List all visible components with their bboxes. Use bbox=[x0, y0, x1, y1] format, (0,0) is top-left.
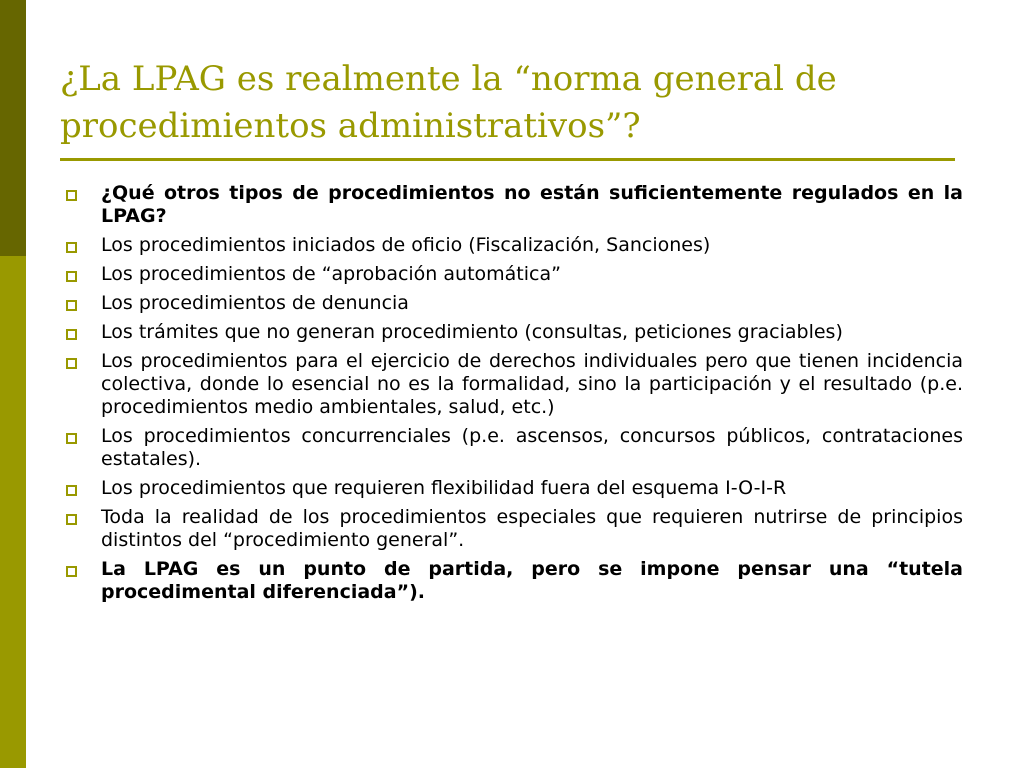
bullet-item bbox=[66, 506, 963, 552]
sidebar-accent-bar bbox=[0, 0, 26, 768]
square-bullet-icon bbox=[66, 329, 77, 340]
square-bullet-icon bbox=[66, 242, 77, 253]
sidebar-segment-dark bbox=[0, 0, 26, 256]
bullet-item bbox=[66, 350, 963, 419]
sidebar-segment-light bbox=[0, 512, 26, 768]
bullet-item bbox=[66, 234, 963, 257]
bullet-item bbox=[66, 292, 963, 315]
title-divider bbox=[60, 158, 955, 161]
square-bullet-icon bbox=[66, 190, 77, 201]
bullet-item bbox=[66, 425, 963, 471]
slide-title: ¿La LPAG es realmente la “norma general de procedimientos administrativos”? bbox=[60, 59, 837, 146]
bullet-text: Los procedimientos para el ejercicio de derechos individuales pero que tienen incidencia colectiva, donde lo esencial no es la formalidad, sino la participación y el resultado (p.e. procedimientos medio ambientales, salud, etc.) bbox=[101, 350, 963, 418]
square-bullet-icon bbox=[66, 433, 77, 444]
square-bullet-icon bbox=[66, 358, 77, 369]
sidebar-segment-mid bbox=[0, 256, 26, 512]
bullet-text: Los procedimientos de “aprobación automática” bbox=[101, 263, 561, 285]
bullet-text: Los procedimientos iniciados de oficio (Fiscalización, Sanciones) bbox=[101, 234, 711, 256]
bullet-item bbox=[66, 558, 963, 604]
bullet-text: Los procedimientos concurrenciales (p.e. ascensos, concursos públicos, contrataciones estatales). bbox=[101, 425, 963, 470]
bullet-text: La LPAG es un punto de partida, pero se impone pensar una “tutela procedimental diferenciada”). bbox=[101, 558, 963, 603]
bullet-list bbox=[66, 182, 963, 610]
bullet-item bbox=[66, 477, 963, 500]
bullet-text: Los procedimientos que requieren flexibilidad fuera del esquema I-O-I-R bbox=[101, 477, 787, 499]
bullet-text: Toda la realidad de los procedimientos especiales que requieren nutrirse de principios distintos del “procedimiento general”. bbox=[101, 506, 963, 551]
bullet-item bbox=[66, 321, 963, 344]
square-bullet-icon bbox=[66, 566, 77, 577]
bullet-item bbox=[66, 263, 963, 286]
square-bullet-icon bbox=[66, 300, 77, 311]
square-bullet-icon bbox=[66, 271, 77, 282]
square-bullet-icon bbox=[66, 485, 77, 496]
bullet-text: ¿Qué otros tipos de procedimientos no están suficientemente regulados en la LPAG? bbox=[101, 182, 963, 227]
bullet-item bbox=[66, 182, 963, 228]
bullet-text: Los procedimientos de denuncia bbox=[101, 292, 409, 314]
bullet-text: Los trámites que no generan procedimiento (consultas, peticiones graciables) bbox=[101, 321, 843, 343]
square-bullet-icon bbox=[66, 514, 77, 525]
